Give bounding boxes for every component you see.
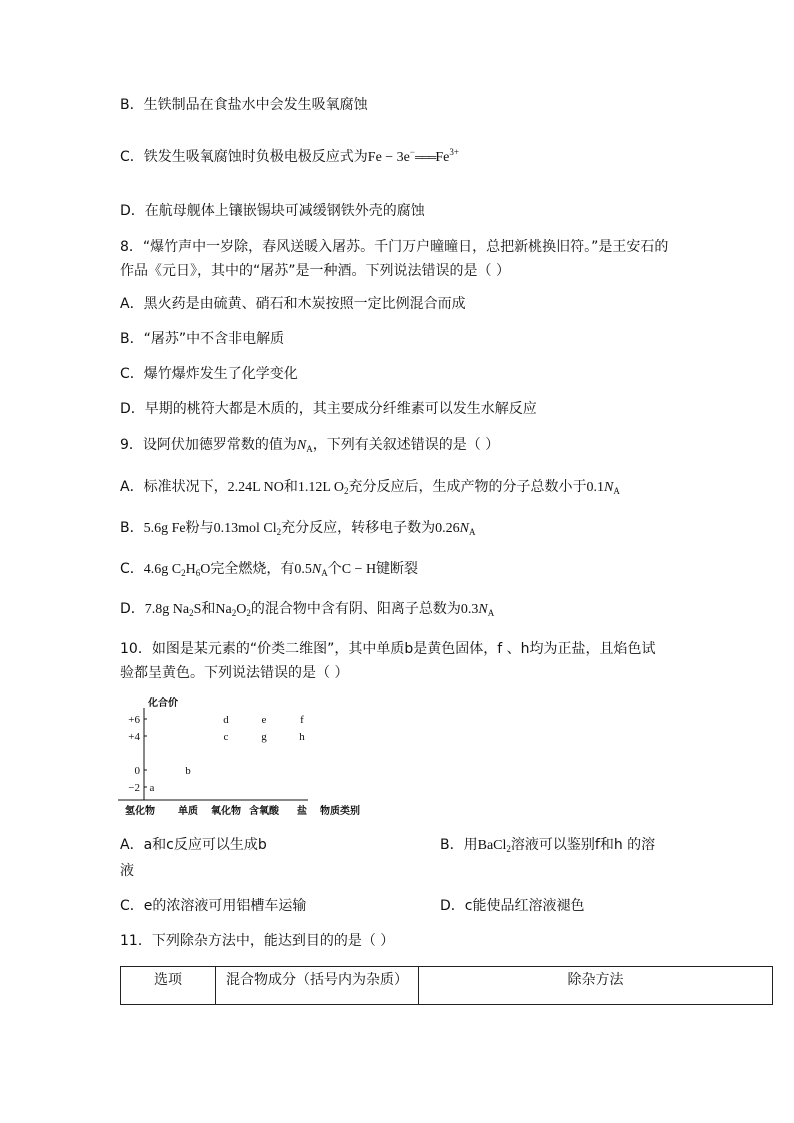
chart-point-c: c xyxy=(223,731,229,743)
q10-option-c: C．e的浓溶液可用铝槽车运输 xyxy=(120,898,307,914)
q10-option-b-wrap: 液 xyxy=(120,863,134,879)
chart-y-label: 化合价 xyxy=(148,698,178,709)
table-header-cell: 选项 xyxy=(121,967,216,1005)
q11-stem: 11．下列除杂方法中，能达到目的的是（ ） xyxy=(120,933,395,949)
chart-x-label: 物质类别 xyxy=(320,806,360,817)
chart-x-category-label: 氢化物 xyxy=(125,806,155,817)
q8-option-d: D．早期的桃符大都是木质的，其主要成分纤维素可以发生水解反应 xyxy=(120,401,537,417)
q8-option-b: B．“屠苏”中不含非电解质 xyxy=(120,331,285,347)
table-header-row xyxy=(121,967,773,1005)
q9-option-c: C．4.6g $C_2H_6O$完全燃烧，有$0.5N_A$个C − H键断裂 xyxy=(120,561,419,578)
chart-x-category-label: 单质 xyxy=(178,806,198,817)
chart-x-categories xyxy=(125,804,307,817)
chart-y-tick-label: +4 xyxy=(128,731,140,743)
chart-point-d: d xyxy=(223,714,229,726)
q11-table xyxy=(120,966,773,1005)
chart-point-g: g xyxy=(261,731,267,743)
table-header-cell: 混合物成分（括号内为杂质） xyxy=(216,967,419,1005)
q7-option-b: B．生铁制品在食盐水中会发生吸氧腐蚀 xyxy=(120,97,368,113)
q7-option-c-formula: $Fe - 3e^-═══Fe^{3+}$ xyxy=(367,147,459,165)
chart-x-category-label: 盐 xyxy=(297,806,307,817)
q10-option-d: D．c能使品红溶液褪色 xyxy=(440,898,585,914)
q8-option-c: C．爆竹爆炸发生了化学变化 xyxy=(120,366,298,382)
q9-option-b: B．5.6g Fe粉与0.13mol $Cl_2$充分反应，转移电子数为$0.26N_A$ xyxy=(120,520,476,537)
chart-point-h: h xyxy=(299,731,305,743)
q7-option-c: C．铁发生吸氧腐蚀时负极电极反应式为$Fe - 3e^-═══Fe^{3+}$ xyxy=(120,147,459,165)
q9-option-d: D．7.8g $Na_2S$和$Na_2O_2$的混合物中含有阴、阳离子总数为$0.3N_A$ xyxy=(120,601,495,618)
valence-class-chart xyxy=(118,694,378,822)
chart-y-tick-label: −2 xyxy=(128,782,140,794)
q8-stem-line2: 作品《元日》，其中的“屠苏”是一种酒。下列说法错误的是（ ） xyxy=(120,263,510,279)
chart-axes xyxy=(118,708,308,800)
q7-option-d: D．在航母舰体上镶嵌锡块可减缓钢铁外壳的腐蚀 xyxy=(120,203,425,219)
chart-y-tick-label: 0 xyxy=(134,765,140,777)
q8-option-a: A．黑火药是由硫黄、硝石和木炭按照一定比例混合而成 xyxy=(120,296,466,312)
chart-point-a: a xyxy=(149,782,155,794)
chart-point-e: e xyxy=(261,714,267,726)
q10-option-a: A．a和c反应可以生成b xyxy=(120,837,267,853)
table-header-cell: 除杂方法 xyxy=(419,967,773,1005)
q10-stem-line2: 验都呈黄色。下列说法错误的是（ ） xyxy=(120,665,349,681)
q9-option-a: A．标准状况下，2.24L NO和1.12L $O_2$充分反应后，生成产物的分子总数小于$0.1N_A$ xyxy=(120,479,620,496)
chart-y-tick-label: +6 xyxy=(128,714,140,726)
chart-points xyxy=(150,714,306,794)
q10-option-b: B．用BaCl$_2$溶液可以鉴别f和h 的溶 xyxy=(440,837,656,854)
q8-stem-line1: 8．“爆竹声中一岁除，春风送暖入屠苏。千门万户曈曈日，总把新桃换旧符。”是王安石的 xyxy=(120,239,669,255)
q9-stem: 9．设阿伏加德罗常数的值为$N_A$，下列有关叙述错误的是（ ） xyxy=(120,437,500,454)
chart-point-f: f xyxy=(300,714,304,726)
chart-x-category-label: 含氧酸 xyxy=(249,806,279,817)
chart-x-category-label: 氧化物 xyxy=(211,806,241,817)
q10-stem-line1: 10．如图是某元素的“价类二维图”，其中单质b是黄色固体，f 、h均为正盐，且焰色试 xyxy=(120,641,656,657)
chart-point-b: b xyxy=(185,765,191,777)
